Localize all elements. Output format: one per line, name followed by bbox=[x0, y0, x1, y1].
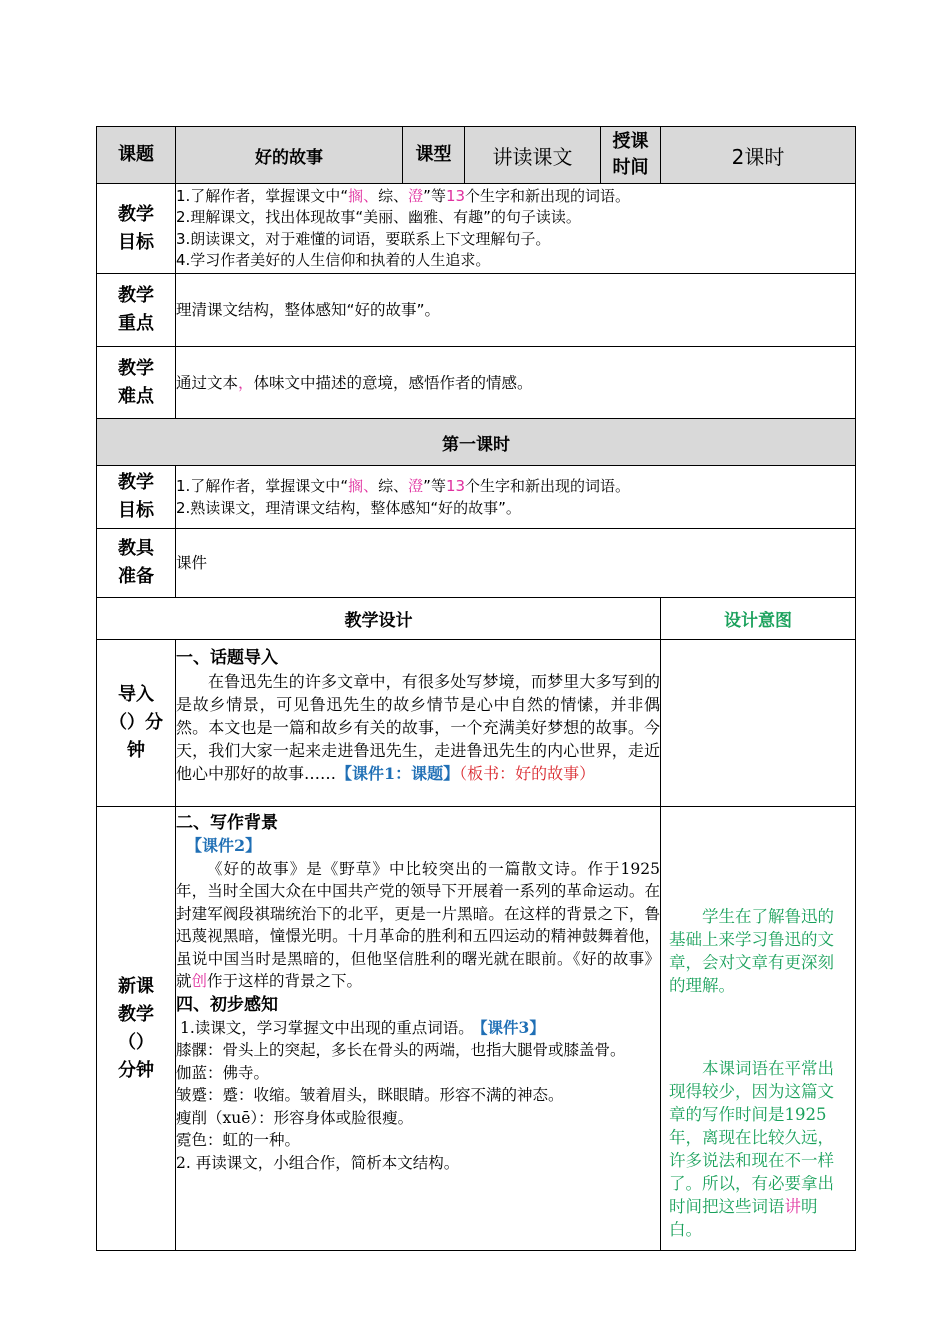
word-2: 伽蓝：佛寺。 bbox=[176, 1063, 270, 1082]
tools-label: 教具准备 bbox=[97, 529, 176, 598]
lesson1-goal-2: 2.熟读课文，理清课文结构，整体感知“好的故事”。 bbox=[176, 499, 521, 517]
overall-goal-4: 4.学习作者美好的人生信仰和执着的人生追求。 bbox=[176, 251, 491, 269]
time-label: 授课时间 bbox=[601, 127, 661, 184]
hours-value: 2课时 bbox=[661, 127, 856, 184]
perception-heading: 四、初步感知 bbox=[176, 994, 278, 1015]
intent-header: 设计意图 bbox=[661, 598, 856, 640]
new-lesson-intent bbox=[661, 807, 856, 1251]
overall-goal-3: 3.朗读课文，对于难懂的词语，要联系上下文理解句子。 bbox=[176, 229, 551, 248]
intro-paragraph: 在鲁迅先生的许多文章中，有很多处写梦境，而梦里大多写到的是故乡情景，可见鲁迅先生的故乡情节是心中自然的情愫，并非偶然。本文也是一篇和故乡有关的故事，一个充满美好梦想的故事。今天，我们大家一起来走进鲁迅先生，走进鲁迅先生的内心世界，走近他心中那好的故事……【课件1：课题】（板书：好的故事） bbox=[176, 672, 660, 783]
new-lesson-label: 新课教学（）分钟 bbox=[97, 807, 176, 1251]
lesson1-title-row bbox=[97, 419, 856, 466]
overall-goals-label: 教学目标 bbox=[97, 184, 176, 274]
key-point-label: 教学重点 bbox=[97, 274, 176, 347]
overall-goals-text bbox=[176, 184, 856, 274]
lesson-plan-table bbox=[96, 126, 856, 1251]
new-lesson-content bbox=[176, 807, 661, 1251]
intro-row bbox=[97, 640, 856, 807]
difficult-point-label: 教学难点 bbox=[97, 347, 176, 419]
type-value: 讲读课文 bbox=[465, 127, 601, 184]
intro-label: 导入（）分钟 bbox=[97, 640, 176, 807]
intro-content bbox=[176, 640, 661, 807]
key-point-row bbox=[97, 274, 856, 347]
key-point-text: 理清课文结构，整体感知“好的故事”。 bbox=[176, 274, 856, 347]
word-3: 皱蹙：蹙：收缩。皱着眉头，眯眼睛。形容不满的神态。 bbox=[176, 1086, 564, 1104]
lesson1-goals-text bbox=[176, 466, 856, 529]
background-slide-tag: 【课件2】 bbox=[186, 836, 262, 855]
difficult-point-text: 通过文本，体味文中描述的意境，感悟作者的情感。 bbox=[176, 347, 856, 419]
background-paragraph: 《好的故事》是《野草》中比较突出的一篇散文诗。作于1925年，当时全国大众在中国共产党的领导下开展着一系列的革命运动。在封建军阀段祺瑞统治下的北平，更是一片黑暗。在这样的背景之下，鲁迅蔑视黑暗，憧憬光明。十月革命的胜利和五四运动的精神鼓舞着他，虽说中国当时是黑暗的，但他坚信胜利的曙光就在眼前。《好的故事》就创作于这样的背景之下。 bbox=[176, 859, 660, 990]
topic-value: 好的故事 bbox=[176, 127, 403, 184]
design-header-row bbox=[97, 598, 856, 640]
topic-label: 课题 bbox=[97, 127, 176, 184]
overall-goal-2: 2.理解课文，找出体现故事“美丽、幽雅、有趣”的句子读读。 bbox=[176, 208, 581, 226]
step-1-slide-tag: 【课件3】 bbox=[479, 1017, 545, 1037]
overall-goals-row bbox=[97, 184, 856, 274]
tools-row bbox=[97, 529, 856, 598]
new-lesson-row bbox=[97, 807, 856, 1251]
background-heading: 二、写作背景 bbox=[176, 813, 278, 833]
lesson1-goals-label: 教学目标 bbox=[97, 466, 176, 529]
lesson1-goal-1: 1.了解作者，掌握课文中“搁、综、澄”等13个生字和新出现的词语。 bbox=[176, 477, 631, 495]
intent-2: 本课词语在平常出现得较少，因为这篇文章的写作时间是1925年，离现在比较久远，许多说法和现在不一样了。所以，有必要拿出时间把这些词语讲明白。 bbox=[669, 1059, 834, 1239]
intro-slide-tag: 【课件1：课题】 bbox=[336, 764, 460, 783]
tools-text: 课件 bbox=[176, 529, 856, 598]
header-row bbox=[97, 127, 856, 184]
lesson1-title: 第一课时 bbox=[97, 419, 856, 466]
overall-goal-1: 1.了解作者，掌握课文中“搁、综、澄”等13个生字和新出现的词语。 bbox=[176, 186, 631, 205]
difficult-point-row bbox=[97, 347, 856, 419]
intro-board-note: （板书：好的故事） bbox=[459, 764, 596, 783]
intro-heading: 一、话题导入 bbox=[176, 648, 278, 668]
step-1: 1.读课文，学习掌握文中出现的重点词语。 【课件3】 bbox=[180, 1017, 545, 1037]
word-5: 霓色：虹的一种。 bbox=[176, 1131, 301, 1149]
intent-1: 学生在了解鲁迅的基础上来学习鲁迅的文章，会对文章有更深刻的理解。 bbox=[669, 907, 834, 995]
intro-intent bbox=[661, 640, 856, 807]
step-2: 2. 再读课文，小组合作，简析本文结构。 bbox=[176, 1153, 460, 1172]
design-header: 教学设计 bbox=[97, 598, 661, 640]
type-label: 课型 bbox=[403, 127, 465, 184]
lesson1-goals-row bbox=[97, 466, 856, 529]
word-1: 膝髁：骨头上的突起，多长在骨头的两端，也指大腿骨或膝盖骨。 bbox=[176, 1041, 626, 1059]
word-4: 瘦削（xuē）：形容身体或脸很瘦。 bbox=[176, 1108, 414, 1127]
